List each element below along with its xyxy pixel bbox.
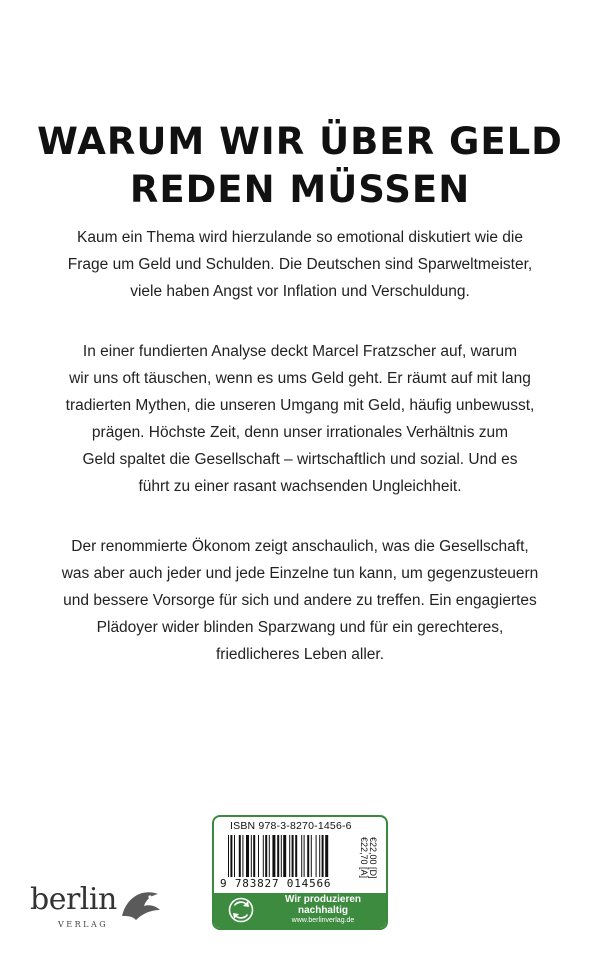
title-line-2: REDEN MÜSSEN (129, 168, 471, 211)
barcode-digits: 9 783827 014566 (220, 877, 332, 890)
blurb-paragraph-2 (60, 338, 540, 500)
blurb-line: wir uns oft täuschen, wenn es ums Geld geht. Er räumt auf mit lang (69, 370, 531, 387)
title-line-1: WARUM WIR ÜBER GELD (37, 120, 563, 163)
publisher-name: berlin (30, 882, 117, 917)
recycle-globe-icon (228, 897, 254, 923)
back-cover-title (0, 118, 600, 214)
blurb-line: viele haben Angst vor Inflation und Verschuldung. (130, 283, 470, 300)
eco-badge-line-2: nachhaltig (297, 905, 348, 916)
blurb-line: tradierten Mythen, die unseren Umgang mit Geld, häufig unbewusst, (65, 397, 535, 414)
eco-badge (214, 893, 386, 928)
publisher-website: www.berlinverlag.de (291, 917, 355, 924)
eco-badge-line-1: Wir produzieren (284, 894, 362, 905)
blurb-line: In einer fundierten Analyse deckt Marcel Fratzscher auf, warum (82, 343, 518, 360)
price-at: €22,70 [A] (359, 837, 369, 879)
blurb-line: friedlicheres Leben aller. (215, 646, 385, 663)
blurb-line: führt zu einer rasant wachsenden Ungleichheit. (138, 478, 462, 495)
blurb-line: Der renommierte Ökonom zeigt anschaulich, was die Gesellschaft, (71, 538, 529, 555)
price-de: €22,00 [D] (368, 837, 378, 879)
barcode-bars (228, 835, 358, 877)
blurb-line: was aber auch jeder und jede Einzelne tun kann, um gegenzusteuern (61, 565, 539, 582)
blurb-paragraph-1 (60, 224, 540, 305)
blurb-line: Kaum ein Thema wird hierzulande so emotional diskutiert wie die (77, 229, 523, 246)
blurb-line: Plädoyer wider blinden Sparzwang und für ein gerechteres, (96, 619, 504, 636)
price-block (359, 837, 386, 893)
blurb-line: Frage um Geld und Schulden. Die Deutschen sind Sparweltmeister, (67, 256, 533, 273)
isbn-barcode-box (212, 815, 388, 930)
blurb-line: und bessere Vorsorge für sich und andere zu treffen. Ein engagiertes (63, 592, 537, 609)
bird-logo-icon (120, 886, 162, 922)
blurb-paragraph-3 (60, 533, 540, 668)
blurb-line: Geld spaltet die Gesellschaft – wirtschaftlich und sozial. Und es (82, 451, 518, 468)
blurb-line: prägen. Höchste Zeit, denn unser irrationales Verhältnis zum (91, 424, 509, 441)
isbn-label: ISBN 978-3-8270-1456-6 (230, 820, 352, 832)
publisher-imprint: VERLAG (58, 920, 109, 929)
publisher-logo (30, 880, 170, 940)
